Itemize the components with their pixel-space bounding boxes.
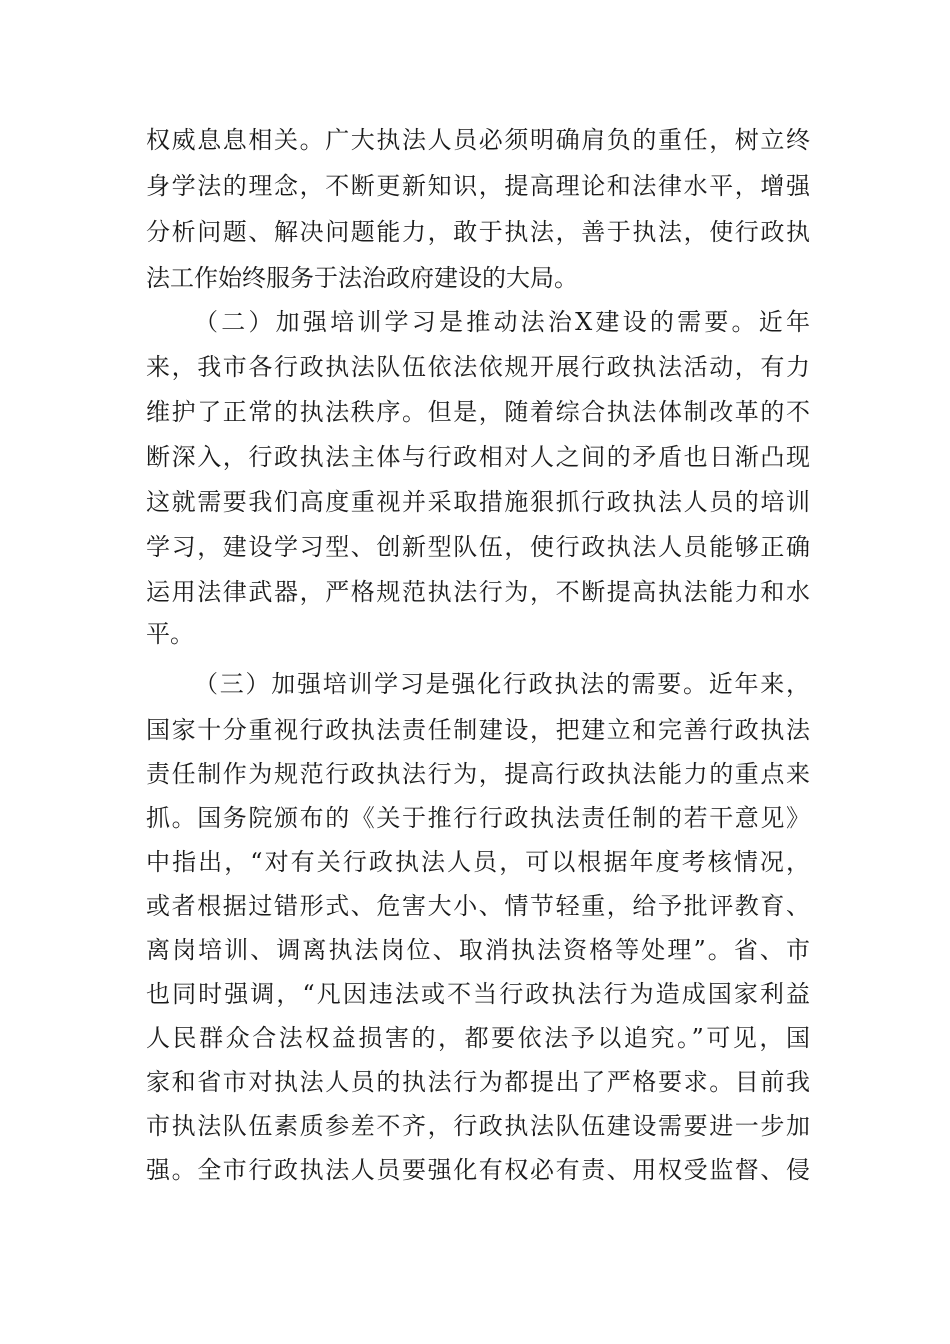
text-line: 离岗培训、调离执法岗位、取消执法资格等处理”。省、市: [146, 936, 810, 964]
text-line: 中指出，“对有关行政执法人员，可以根据年度考核情况，: [146, 848, 810, 876]
text-line: 断深入，行政执法主体与行政相对人之间的矛盾也日渐凸现: [146, 443, 810, 471]
text-line: 也同时强调，“凡因违法或不当行政执法行为造成国家利益: [146, 980, 810, 1008]
text-line: 维护了正常的执法秩序。但是，随着综合执法体制改革的不: [146, 398, 810, 426]
text-line: 抓。国务院颁布的《关于推行行政执法责任制的若干意见》: [146, 804, 810, 832]
text-line: 权威息息相关。广大执法人员必须明确肩负的重任，树立终: [146, 126, 810, 154]
text-line: 运用法律武器，严格规范执法行为，不断提高执法能力和水: [146, 578, 810, 606]
text-line: 分析问题、解决问题能力，敢于执法，善于执法，使行政执: [146, 218, 810, 246]
text-line: 学习，建设学习型、创新型队伍，使行政执法人员能够正确: [146, 533, 810, 561]
text-line: 平。: [146, 620, 194, 648]
text-line: 身学法的理念，不断更新知识，提高理论和法律水平，增强: [146, 172, 810, 200]
text-line: 家和省市对执法人员的执法行为都提出了严格要求。目前我: [146, 1068, 810, 1096]
text-line: 来，我市各行政执法队伍依法依规开展行政执法活动，有力: [146, 353, 810, 381]
text-line: 责任制作为规范行政执法行为，提高行政执法能力的重点来: [146, 760, 810, 788]
text-line: 人民群众合法权益损害的，都要依法予以追究。”可见，国: [146, 1024, 810, 1052]
section-heading-2: （二）加强培训学习是推动法治X建设的需要。近年: [194, 308, 810, 336]
text-line: 国家十分重视行政执法责任制建设，把建立和完善行政执法: [146, 716, 810, 744]
section-heading-3: （三）加强培训学习是强化行政执法的需要。近年来，: [194, 670, 810, 698]
text-line: 这就需要我们高度重视并采取措施狠抓行政执法人员的培训: [146, 488, 810, 516]
text-line: 法工作始终服务于法治政府建设的大局。: [146, 264, 578, 292]
text-line: 市执法队伍素质参差不齐，行政执法队伍建设需要进一步加: [146, 1112, 810, 1140]
text-line: 强。全市行政执法人员要强化有权必有责、用权受监督、侵: [146, 1156, 810, 1184]
text-line: 或者根据过错形式、危害大小、情节轻重，给予批评教育、: [146, 892, 810, 920]
